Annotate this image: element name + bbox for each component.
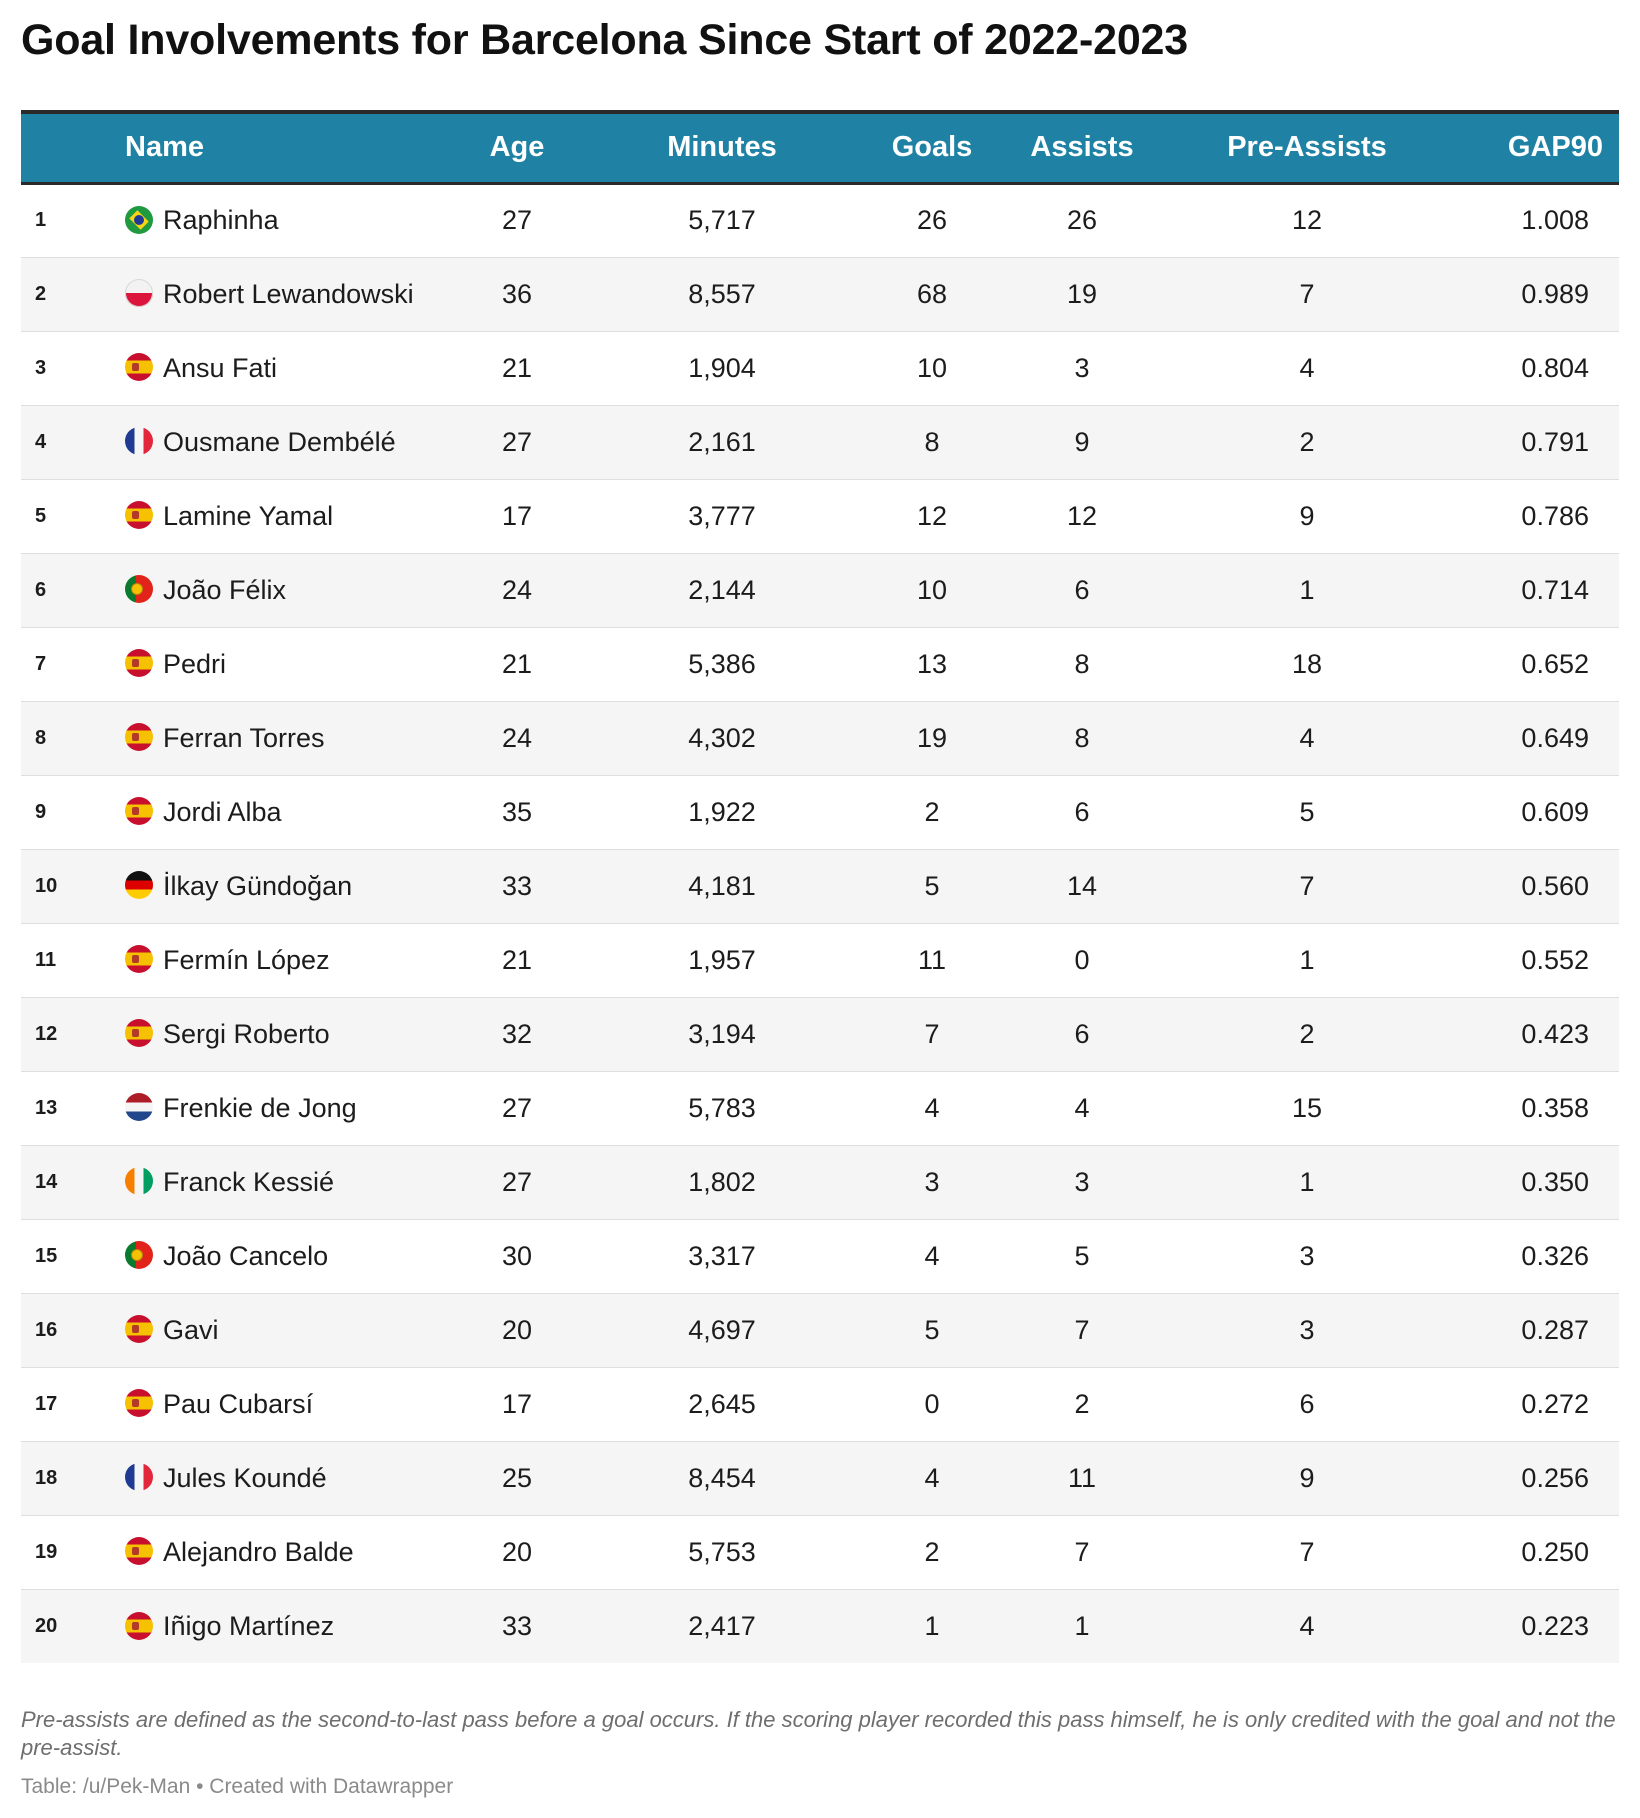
age-cell: 25: [447, 1441, 587, 1515]
gap90-cell: 0.714: [1457, 553, 1619, 627]
table-row: [21, 701, 1619, 775]
footnote: Pre-assists are defined as the second-to-last pass before a goal occurs. If the scoring player recorded this pass himself, he is only credited with the goal and not the pre-assist.: [21, 1707, 1616, 1760]
pre-assists-cell: 1: [1157, 923, 1457, 997]
goals-cell: 10: [857, 553, 1007, 627]
minutes-cell: 5,386: [587, 627, 857, 701]
minutes-cell: 3,777: [587, 479, 857, 553]
minutes-cell: 2,144: [587, 553, 857, 627]
gap90-cell: 0.272: [1457, 1367, 1619, 1441]
player-name: Pau Cubarsí: [163, 1388, 314, 1419]
pre-assists-cell: 3: [1157, 1219, 1457, 1293]
table-row: [21, 257, 1619, 331]
pre-assists-cell: 4: [1157, 701, 1457, 775]
minutes-cell: 1,904: [587, 331, 857, 405]
player-name-cell: [125, 183, 447, 257]
assists-cell: 4: [1007, 1071, 1157, 1145]
goals-cell: 2: [857, 1515, 1007, 1589]
rank-cell: 2: [21, 257, 125, 331]
assists-cell: 3: [1007, 331, 1157, 405]
minutes-cell: 2,161: [587, 405, 857, 479]
table-row: [21, 1293, 1619, 1367]
assists-cell: 0: [1007, 923, 1157, 997]
player-name-cell: [125, 1145, 447, 1219]
table-row: [21, 553, 1619, 627]
goals-cell: 7: [857, 997, 1007, 1071]
rank-cell: 14: [21, 1145, 125, 1219]
goals-cell: 5: [857, 1293, 1007, 1367]
poland-flag-icon: [125, 279, 153, 307]
goals-cell: 68: [857, 257, 1007, 331]
rank-cell: 20: [35, 1614, 58, 1637]
player-name-cell: [125, 997, 447, 1071]
gap90-cell: 0.786: [1457, 479, 1619, 553]
goals-cell: 12: [857, 479, 1007, 553]
gap90-cell: 0.423: [1457, 997, 1619, 1071]
player-name-cell: [125, 1515, 447, 1589]
spain-flag-icon: [125, 353, 153, 381]
gap90-cell: 0.652: [1457, 627, 1619, 701]
assists-cell: 2: [1007, 1367, 1157, 1441]
table-header: [21, 112, 1619, 183]
column-header-assists: Assists: [1007, 112, 1157, 183]
assists-cell: 7: [1007, 1293, 1157, 1367]
pre-assists-cell: 15: [1157, 1071, 1457, 1145]
goals-cell: 26: [857, 183, 1007, 257]
spain-flag-icon: [125, 1389, 153, 1417]
age-cell: 27: [447, 1071, 587, 1145]
column-header-name: Name: [125, 112, 447, 183]
age-cell: 24: [447, 701, 587, 775]
spain-flag-icon: [125, 1315, 153, 1343]
age-cell: 21: [447, 627, 587, 701]
player-name-cell: [125, 849, 447, 923]
assists-cell: 1: [1074, 1610, 1090, 1641]
table-row: [21, 183, 1619, 257]
goals-cell: 8: [857, 405, 1007, 479]
minutes-cell: 3,317: [587, 1219, 857, 1293]
player-name-cell: [125, 1071, 447, 1145]
table-row: [21, 1367, 1619, 1441]
pre-assists-cell: 1: [1157, 553, 1457, 627]
table-row: [21, 1071, 1619, 1145]
minutes-cell: 3,194: [587, 997, 857, 1071]
gap90-cell: 0.609: [1457, 775, 1619, 849]
player-name-cell: [125, 1219, 447, 1293]
player-name: İlkay Gündoğan: [163, 870, 353, 901]
player-name: Ansu Fati: [163, 352, 278, 383]
pre-assists-cell: 9: [1157, 1441, 1457, 1515]
assists-cell: 9: [1007, 405, 1157, 479]
minutes-cell: 5,783: [587, 1071, 857, 1145]
assists-cell: 6: [1007, 997, 1157, 1071]
player-name: João Félix: [163, 574, 287, 605]
player-name: Iñigo Martínez: [163, 1610, 335, 1641]
ivory-coast-flag-icon: [125, 1167, 153, 1195]
minutes-cell: 1,802: [587, 1145, 857, 1219]
player-name-cell: [125, 1367, 447, 1441]
pre-assists-cell: 7: [1157, 849, 1457, 923]
pre-assists-cell: 4: [1299, 1610, 1315, 1641]
age-cell: 32: [447, 997, 587, 1071]
netherlands-flag-icon: [125, 1093, 153, 1121]
rank-cell: 7: [21, 627, 125, 701]
player-name-cell: [125, 479, 447, 553]
pre-assists-cell: 7: [1157, 1515, 1457, 1589]
pre-assists-cell: 18: [1157, 627, 1457, 701]
goals-cell: 3: [857, 1145, 1007, 1219]
rank-cell: 17: [21, 1367, 125, 1441]
age-cell: 21: [447, 923, 587, 997]
france-flag-icon: [125, 427, 153, 455]
table-row: [21, 627, 1619, 701]
spain-flag-icon: [125, 501, 153, 529]
assists-cell: 11: [1007, 1441, 1157, 1515]
player-name: Franck Kessié: [163, 1166, 335, 1197]
minutes-cell: 5,717: [587, 183, 857, 257]
player-name: Jules Koundé: [163, 1462, 327, 1493]
player-name: Fermín López: [163, 944, 330, 975]
spain-flag-icon: [125, 945, 153, 973]
gap90-cell: 0.326: [1457, 1219, 1619, 1293]
gap90-cell: 0.350: [1457, 1145, 1619, 1219]
assists-cell: 19: [1007, 257, 1157, 331]
rank-cell: 1: [21, 183, 125, 257]
table-row: [21, 405, 1619, 479]
rank-cell: 4: [21, 405, 125, 479]
gap90-cell: 0.791: [1457, 405, 1619, 479]
minutes-cell: 4,181: [587, 849, 857, 923]
table-row: [21, 997, 1619, 1071]
pre-assists-cell: 2: [1157, 405, 1457, 479]
player-name: Gavi: [163, 1314, 219, 1345]
age-cell: 27: [447, 1145, 587, 1219]
table-row: [21, 1515, 1619, 1589]
gap90-cell: 0.989: [1457, 257, 1619, 331]
age-cell: 33: [501, 1610, 533, 1641]
gap90-cell: 0.256: [1457, 1441, 1619, 1515]
minutes-cell: 8,557: [587, 257, 857, 331]
spain-flag-icon: [125, 649, 153, 677]
assists-cell: 26: [1007, 183, 1157, 257]
table-row: [21, 775, 1619, 849]
header-row: [21, 112, 1619, 183]
age-cell: 27: [447, 183, 587, 257]
column-header-rank: [21, 112, 125, 183]
rank-cell: 10: [21, 849, 125, 923]
player-name: Ousmane Dembélé: [163, 426, 396, 457]
age-cell: 17: [447, 1367, 587, 1441]
age-cell: 17: [447, 479, 587, 553]
column-header-age: Age: [447, 112, 587, 183]
assists-cell: 12: [1007, 479, 1157, 553]
stats-table: [21, 110, 1619, 1663]
table-row: [21, 1441, 1619, 1515]
age-cell: 20: [447, 1293, 587, 1367]
player-name-cell: [125, 627, 447, 701]
gap90-cell: 0.560: [1457, 849, 1619, 923]
goals-cell: 13: [857, 627, 1007, 701]
rank-cell: 8: [21, 701, 125, 775]
player-name: Pedri: [163, 648, 227, 679]
brazil-flag-icon: [125, 206, 153, 234]
spain-flag-icon: [125, 723, 153, 751]
minutes-cell: 5,753: [587, 1515, 857, 1589]
gap90-cell: 0.804: [1457, 331, 1619, 405]
minutes-cell: 1,922: [587, 775, 857, 849]
spain-flag-icon: [125, 797, 153, 825]
player-name: Alejandro Balde: [163, 1536, 354, 1567]
pre-assists-cell: 9: [1157, 479, 1457, 553]
minutes-cell: 1,957: [587, 923, 857, 997]
goals-cell: 4: [857, 1219, 1007, 1293]
france-flag-icon: [125, 1463, 153, 1491]
gap90-cell: 0.649: [1457, 701, 1619, 775]
player-name-cell: [125, 1589, 447, 1663]
player-name: Frenkie de Jong: [163, 1092, 357, 1123]
rank-cell: 6: [21, 553, 125, 627]
assists-cell: 3: [1007, 1145, 1157, 1219]
minutes-cell: 4,302: [587, 701, 857, 775]
source-credit: Table: /u/Pek-Man • Created with Datawrapper: [21, 1775, 454, 1798]
germany-flag-icon: [125, 871, 153, 899]
age-cell: 33: [447, 849, 587, 923]
player-name: Jordi Alba: [163, 796, 282, 827]
goals-cell: 4: [857, 1071, 1007, 1145]
assists-cell: 7: [1007, 1515, 1157, 1589]
table-row: [21, 923, 1619, 997]
column-header-gap90: GAP90: [1457, 112, 1619, 183]
assists-cell: 5: [1007, 1219, 1157, 1293]
table-row: [21, 1589, 1619, 1663]
gap90-cell: 0.552: [1457, 923, 1619, 997]
pre-assists-cell: 1: [1157, 1145, 1457, 1219]
table-row: [21, 479, 1619, 553]
age-cell: 21: [447, 331, 587, 405]
assists-cell: 6: [1007, 775, 1157, 849]
age-cell: 27: [447, 405, 587, 479]
rank-cell: 19: [21, 1515, 125, 1589]
player-name-cell: [125, 553, 447, 627]
portugal-flag-icon: [125, 1241, 153, 1269]
player-name-cell: [125, 923, 447, 997]
assists-cell: 8: [1007, 627, 1157, 701]
gap90-cell: 0.250: [1457, 1515, 1619, 1589]
player-name-cell: [125, 331, 447, 405]
table-row: [21, 331, 1619, 405]
rank-cell: 5: [21, 479, 125, 553]
minutes-cell: 4,697: [587, 1293, 857, 1367]
age-cell: 36: [447, 257, 587, 331]
table-row: [21, 849, 1619, 923]
rank-cell: 13: [21, 1071, 125, 1145]
goals-cell: 2: [857, 775, 1007, 849]
minutes-cell: 8,454: [587, 1441, 857, 1515]
player-name: João Cancelo: [163, 1240, 329, 1271]
goals-cell: 10: [857, 331, 1007, 405]
spain-flag-icon: [125, 1019, 153, 1047]
rank-cell: 18: [21, 1441, 125, 1515]
player-name-cell: [125, 1441, 447, 1515]
rank-cell: 12: [21, 997, 125, 1071]
player-name: Raphinha: [163, 205, 279, 235]
assists-cell: 8: [1007, 701, 1157, 775]
player-name: Sergi Roberto: [163, 1018, 330, 1049]
player-name-cell: [125, 405, 447, 479]
pre-assists-cell: 5: [1157, 775, 1457, 849]
assists-cell: 14: [1007, 849, 1157, 923]
goals-cell: 5: [857, 849, 1007, 923]
rank-cell: 11: [21, 923, 125, 997]
age-cell: 30: [447, 1219, 587, 1293]
column-header-goals: Goals: [857, 112, 1007, 183]
age-cell: 24: [447, 553, 587, 627]
minutes-cell: 2,645: [587, 1367, 857, 1441]
gap90-cell: 1.008: [1457, 183, 1619, 257]
spain-flag-icon: [125, 1537, 153, 1565]
pre-assists-cell: 7: [1157, 257, 1457, 331]
minutes-cell: 2,417: [688, 1610, 756, 1641]
goals-cell: 1: [924, 1610, 940, 1641]
portugal-flag-icon: [125, 575, 153, 603]
rank-cell: 3: [21, 331, 125, 405]
spain-flag-icon: [125, 1612, 153, 1640]
rank-cell: 15: [21, 1219, 125, 1293]
goals-cell: 0: [857, 1367, 1007, 1441]
assists-cell: 6: [1007, 553, 1157, 627]
pre-assists-cell: 4: [1157, 331, 1457, 405]
goals-cell: 11: [857, 923, 1007, 997]
pre-assists-cell: 3: [1157, 1293, 1457, 1367]
pre-assists-cell: 12: [1157, 183, 1457, 257]
gap90-cell: 0.358: [1457, 1071, 1619, 1145]
player-name-cell: [125, 775, 447, 849]
goals-cell: 19: [857, 701, 1007, 775]
table-row: [21, 1219, 1619, 1293]
player-name: Lamine Yamal: [163, 500, 334, 531]
player-name-cell: [125, 1293, 447, 1367]
age-cell: 35: [447, 775, 587, 849]
table-row: [21, 1145, 1619, 1219]
player-name-cell: [125, 701, 447, 775]
gap90-cell: 0.287: [1457, 1293, 1619, 1367]
column-header-minutes: Minutes: [587, 112, 857, 183]
player-name: Ferran Torres: [163, 722, 325, 753]
rank-cell: 16: [21, 1293, 125, 1367]
goals-cell: 4: [857, 1441, 1007, 1515]
player-name-cell: [125, 257, 447, 331]
player-name: Robert Lewandowski: [163, 278, 414, 309]
rank-cell: 9: [21, 775, 125, 849]
age-cell: 20: [447, 1515, 587, 1589]
gap90-cell: 0.223: [1521, 1610, 1589, 1641]
pre-assists-cell: 6: [1157, 1367, 1457, 1441]
pre-assists-cell: 2: [1157, 997, 1457, 1071]
table-body: [21, 183, 1619, 1663]
page-title: Goal Involvements for Barcelona Since Start of 2022-2023: [21, 16, 1188, 64]
column-header-pre-assists: Pre-Assists: [1157, 112, 1457, 183]
